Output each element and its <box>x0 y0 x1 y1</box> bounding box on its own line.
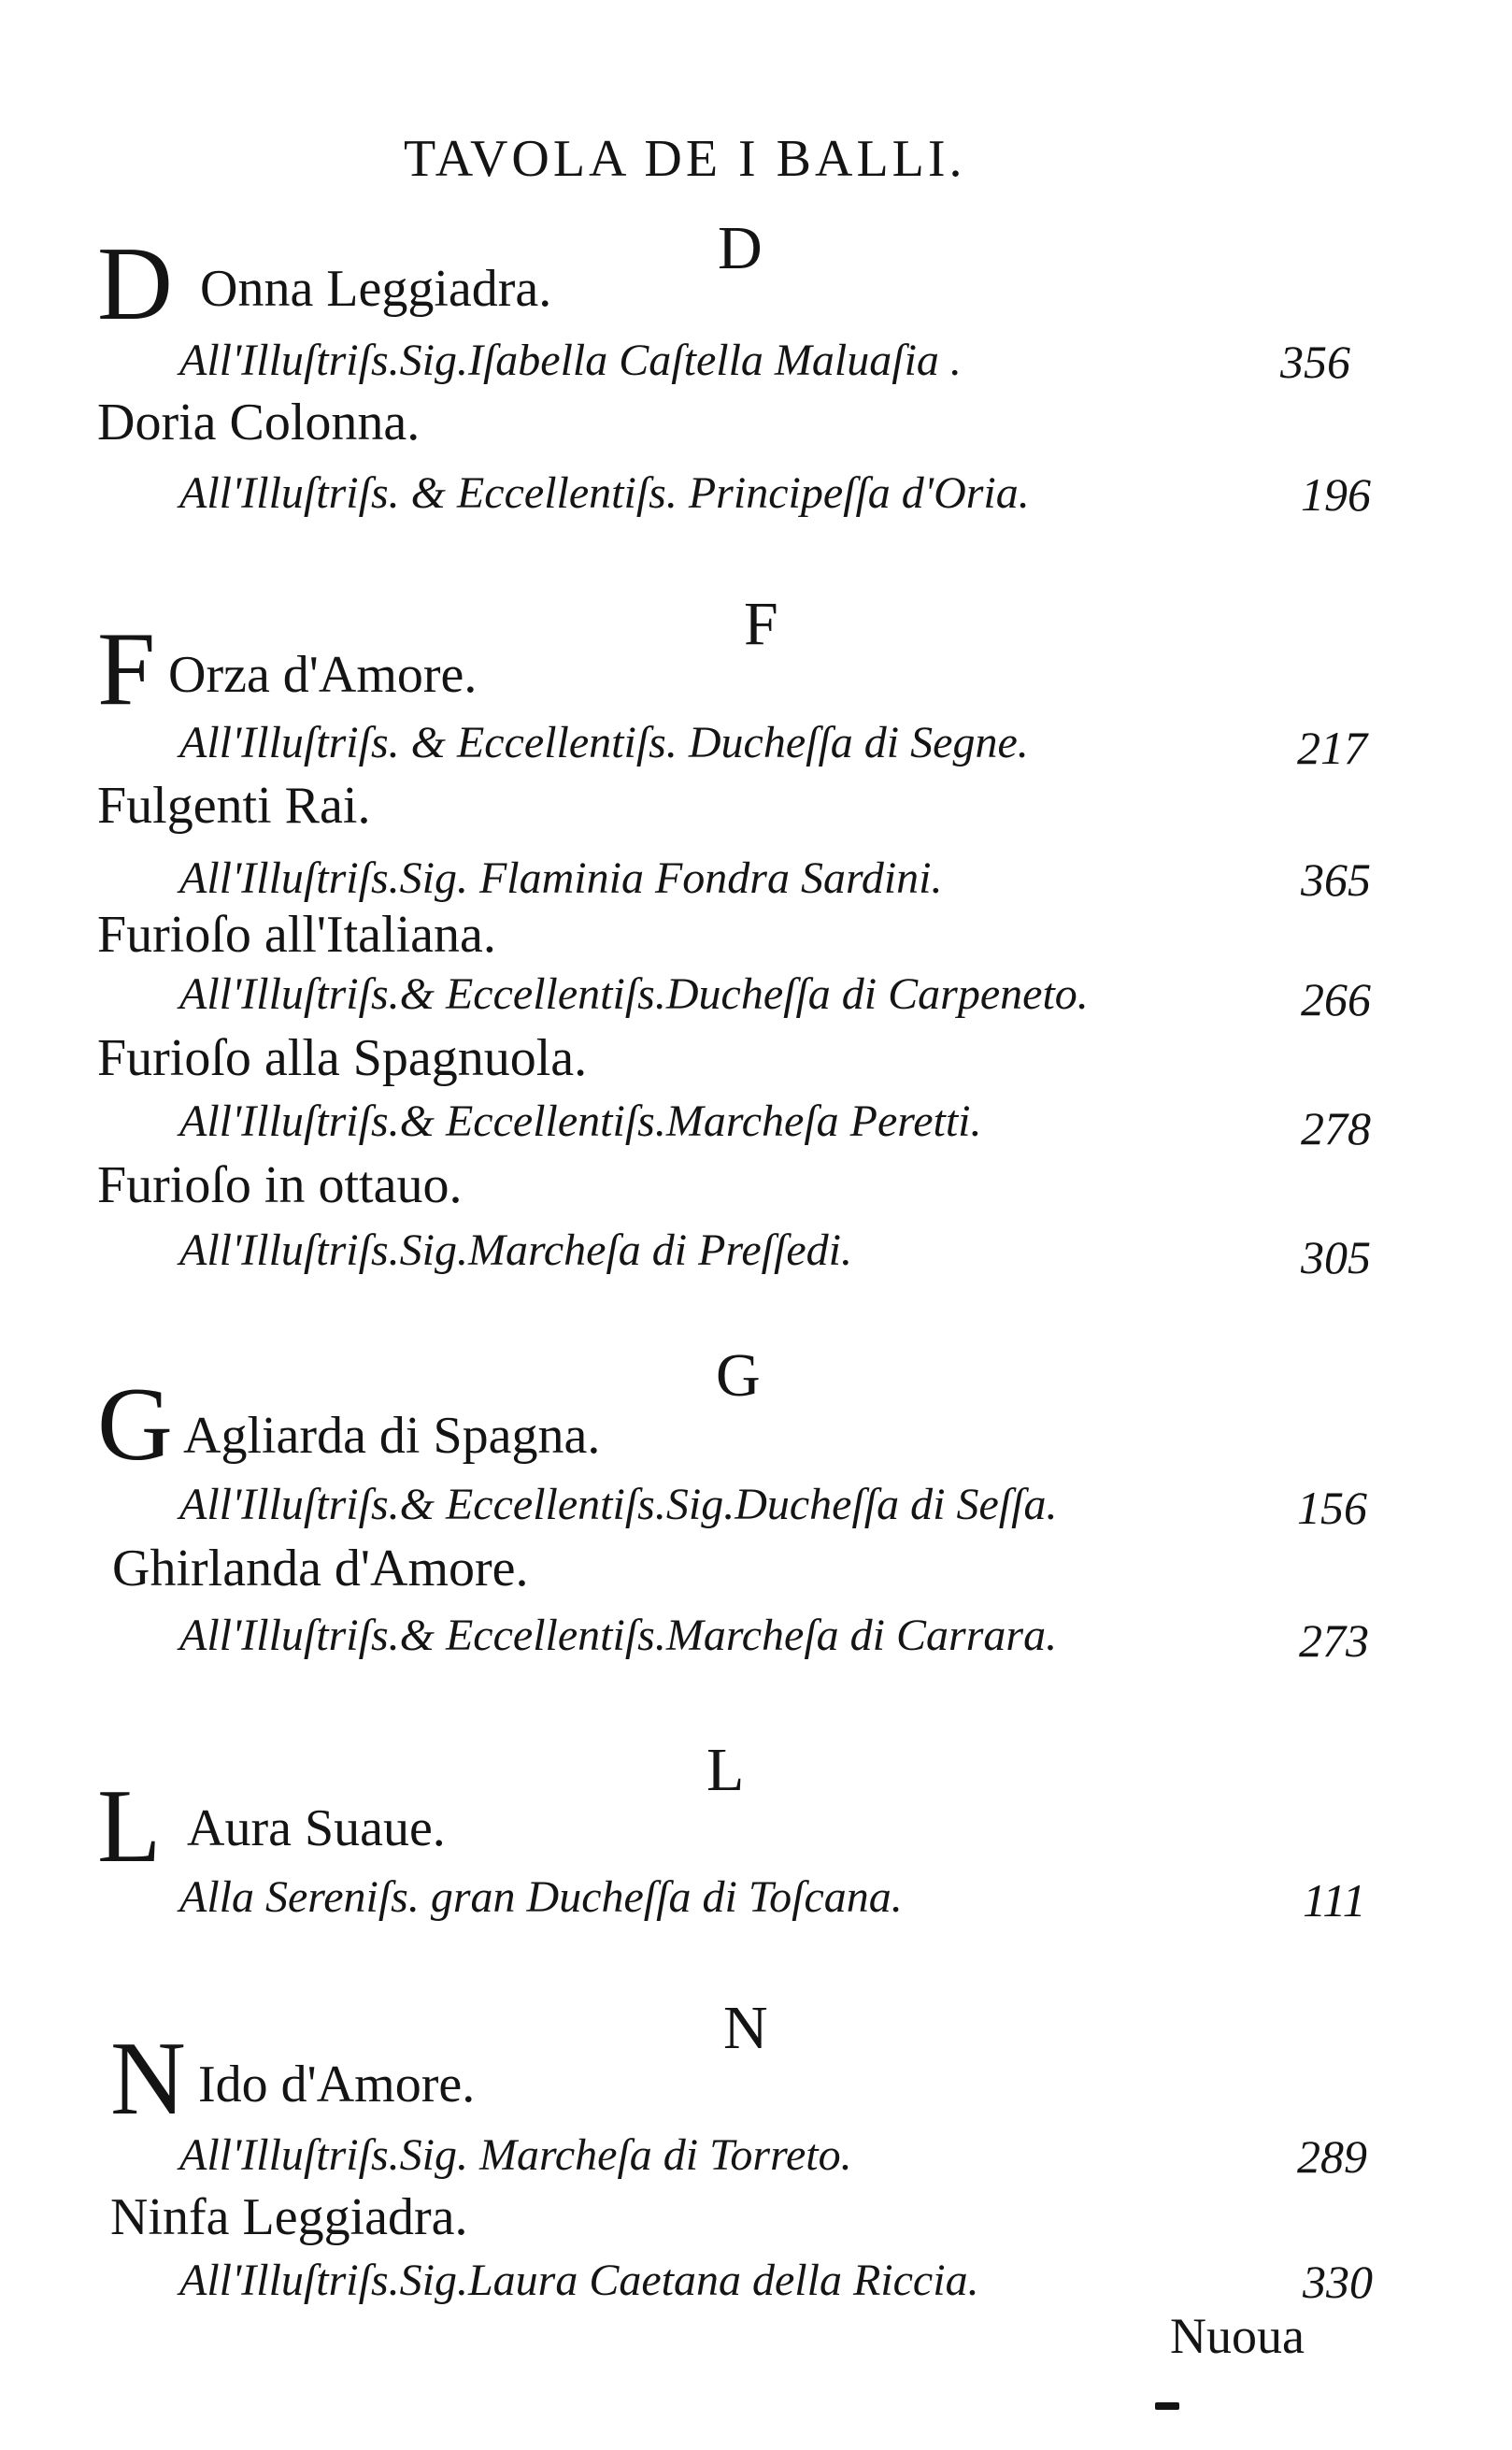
page-number: 330 <box>1303 2256 1373 2308</box>
entry-title: Onna Leggiadra. <box>200 260 552 318</box>
section-letter-n: N <box>723 1994 768 2062</box>
entry-title: Orza d'Amore. <box>168 646 478 704</box>
entry-title: Furioſo in ottauo. <box>97 1156 463 1214</box>
page-number: 156 <box>1297 1482 1367 1534</box>
section-letter-f: F <box>744 590 778 658</box>
page-number: 289 <box>1297 2130 1367 2183</box>
entry-dedication: All'Illuſtriſs.& Eccellentiſs.Marcheſa Peretti. <box>179 1096 982 1146</box>
entry-title: Ghirlanda d'Amore. <box>112 1540 529 1598</box>
entry-title: Furioſo alla Spagnuola. <box>97 1029 588 1087</box>
catchword: Nuoua <box>1170 2308 1305 2364</box>
page-number: 305 <box>1301 1231 1371 1283</box>
drop-cap-f: F <box>97 611 156 727</box>
page-title: TAVOLA DE I BALLI. <box>404 130 966 188</box>
entry-dedication: All'Illuſtriſs.& Eccellentiſs.Ducheſſa di Carpeneto. <box>179 969 1089 1019</box>
entry-title: Aura Suaue. <box>187 1799 446 1857</box>
entry-title: Furioſo all'Italiana. <box>97 906 496 964</box>
entry-dedication: All'Illuſtriſs.Sig.Marcheſa di Preſſedi. <box>179 1225 852 1275</box>
page-number: 266 <box>1301 973 1371 1025</box>
entry-dedication: Alla Sereniſs. gran Ducheſſa di Toſcana. <box>179 1872 903 1922</box>
section-letter-g: G <box>716 1341 761 1410</box>
page-number: 111 <box>1303 1874 1366 1927</box>
page-number: 217 <box>1297 722 1367 774</box>
entry-dedication: All'Illuſtriſs.Sig.Laura Caetana della Riccia. <box>179 2256 979 2305</box>
entry-dedication: All'Illuſtriſs.Sig. Flaminia Fondra Sardini. <box>179 853 943 903</box>
entry-dedication: All'Illuſtriſs. & Eccellentiſs. Principeſſa d'Oria. <box>179 468 1030 518</box>
drop-cap-g: G <box>97 1367 173 1483</box>
entry-title: Agliarda di Spagna. <box>183 1407 601 1465</box>
drop-cap-n: N <box>110 2021 186 2137</box>
entry-dedication: All'Illuſtriſs. & Eccellentiſs. Ducheſſa di Segne. <box>179 718 1029 767</box>
section-letter-l: L <box>706 1736 745 1804</box>
entry-title: Doria Colonna. <box>97 394 421 451</box>
page-number: 273 <box>1299 1614 1369 1667</box>
entry-title: Ido d'Amore. <box>198 2056 476 2113</box>
entry-dedication: All'Illuſtriſs.Sig.Iſabella Caſtella Maluaſia . <box>179 336 962 385</box>
entry-dedication: All'Illuſtriſs.& Eccellentiſs.Sig.Ducheſſa di Seſſa. <box>179 1480 1058 1529</box>
drop-cap-d: D <box>97 226 173 342</box>
page-number: 196 <box>1301 468 1371 521</box>
page-number: 365 <box>1301 853 1371 906</box>
entry-dedication: All'Illuſtriſs.Sig. Marcheſa di Torreto. <box>179 2130 852 2180</box>
entry-title: Fulgenti Rai. <box>97 777 371 835</box>
ink-mark <box>1155 2402 1179 2410</box>
entry-dedication: All'Illuſtriſs.& Eccellentiſs.Marcheſa di Carrara. <box>179 1611 1058 1660</box>
entry-title: Ninfa Leggiadra. <box>110 2188 468 2246</box>
page-number: 356 <box>1280 336 1350 388</box>
section-letter-d: D <box>718 214 763 282</box>
drop-cap-l: L <box>97 1769 162 1884</box>
page-number: 278 <box>1301 1102 1371 1154</box>
